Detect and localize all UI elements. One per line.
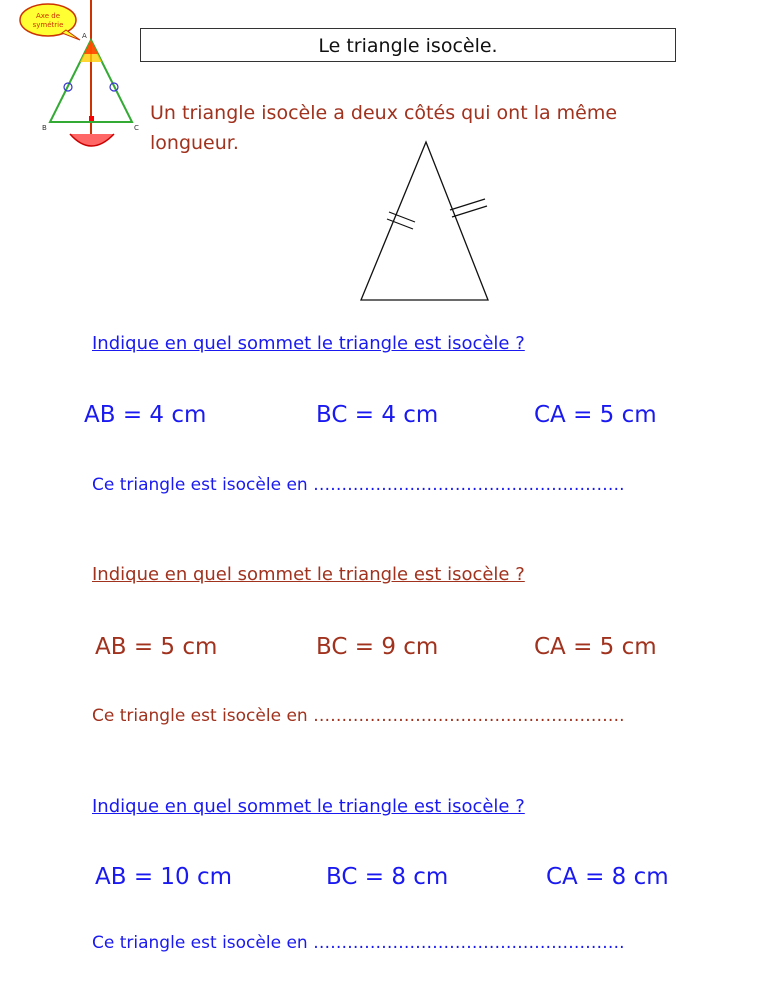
exercise-3-question: Indique en quel sommet le triangle est isocèle ? xyxy=(92,796,525,817)
bubble-text-line1: Axe de xyxy=(36,12,60,20)
exercise-1-ca: CA = 5 cm xyxy=(534,402,657,428)
exercise-2-ca: CA = 5 cm xyxy=(534,634,657,660)
bubble-text-line2: symétrie xyxy=(32,21,64,29)
smile-arc xyxy=(70,134,114,146)
exercise-2-question: Indique en quel sommet le triangle est isocèle ? xyxy=(92,564,525,585)
exercise-1-ab: AB = 4 cm xyxy=(84,402,207,428)
exercise-3-answer-line[interactable]: Ce triangle est isocèle en ………………………………………………. xyxy=(92,933,625,953)
exercise-2-ab: AB = 5 cm xyxy=(95,634,218,660)
logo-vertex-b: B xyxy=(42,124,47,132)
logo-vertex-c: C xyxy=(134,124,139,132)
exercise-2-answer-line[interactable]: Ce triangle est isocèle en ………………………………………………. xyxy=(92,706,625,726)
exercise-3-ab: AB = 10 cm xyxy=(95,864,233,890)
example-isosceles-triangle xyxy=(355,136,495,306)
logo-vertex-a: A xyxy=(82,32,87,40)
page-title: Le triangle isocèle. xyxy=(140,28,676,62)
exercise-3-ca: CA = 8 cm xyxy=(546,864,669,890)
isosceles-logo-illustration xyxy=(18,0,148,160)
exercise-2-bc: BC = 9 cm xyxy=(316,634,439,660)
exercise-1-bc: BC = 4 cm xyxy=(316,402,439,428)
exercise-1-question: Indique en quel sommet le triangle est isocèle ? xyxy=(92,333,525,354)
exercise-3-bc: BC = 8 cm xyxy=(326,864,449,890)
definition-text: Un triangle isocèle a deux côtés qui ont la même longueur. xyxy=(150,102,618,154)
exercise-1-answer-line[interactable]: Ce triangle est isocèle en ………………………………………………. xyxy=(92,475,625,495)
